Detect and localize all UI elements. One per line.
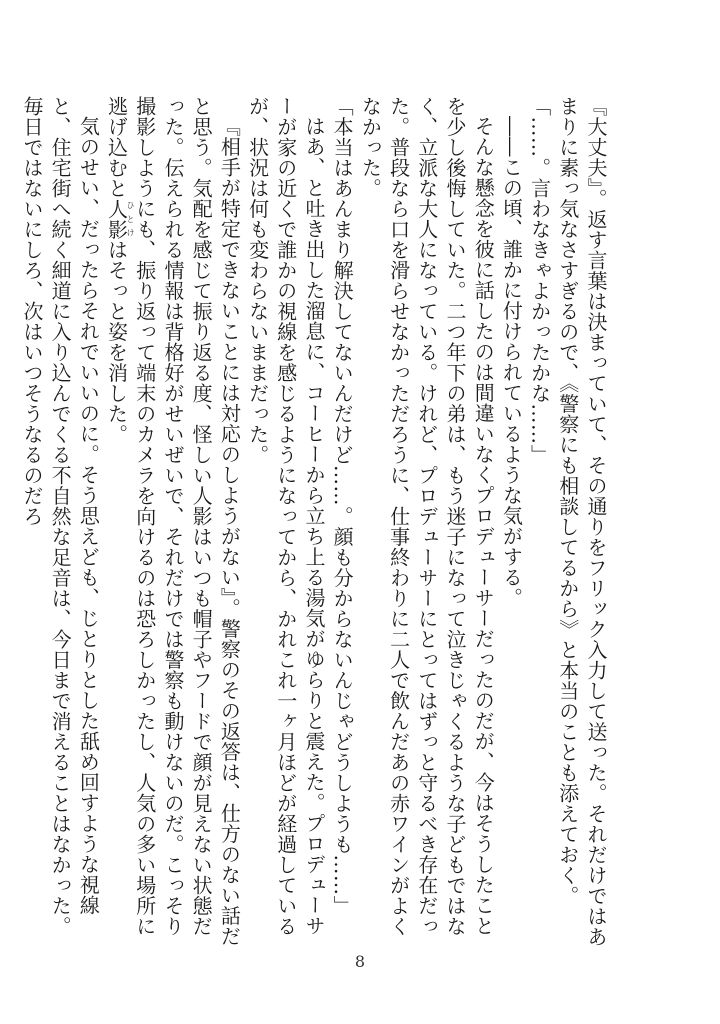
vertical-text-body <box>19 96 610 956</box>
ruby-base: 人影 <box>104 198 129 240</box>
paragraph-2: 「……。言わなきゃよかったかな……」 <box>527 96 552 465</box>
paragraph-6: はあ、と吐き出した溜息に、コーヒーから立ち上る湯気がゆらりと震えた。プロデューサーが家の近くで誰かの視線を感じるようになってから、かれこれ一ヶ月ほどが経過しているが、状況は何も変わらないままだった。 <box>245 96 326 937</box>
paragraph-1: 『大丈夫』。返す言葉は決まっていて、その通りをフリック入力して送った。それだけではあまりに素っ気なさすぎるので、《警察にも相談してるから》と本当のことも添えておく。 <box>555 96 608 947</box>
ruby-hitoke <box>104 198 136 240</box>
paragraph-5: 「本当はあんまり解決してないんだけど……。顔も分からないんじゃどうしようも……」 <box>330 96 355 916</box>
paragraph-8: 気のせい、だったらそれでいいのに。そう思えども、じとりとした舐め回すような視線と、住宅街へ続く細道に入り込んでくる不自然な足音は、今日まで消えることはなかった。毎日ではないにしろ、次はいつそうなるのだろ <box>19 96 101 937</box>
page-number: 8 <box>354 952 366 971</box>
paragraph-3: ――この頃、誰かに付けられているような気がする。 <box>499 116 524 608</box>
paragraph-7-text-before: 『相手が特定できないことには対応のしようがない』。警察のその返答は、仕方のない話だと思う。気配を感じて振り返る度、怪しい人影はいつも帽子やフードで顔が見えない状態だった。伝えられる情報は背格好がせいぜいで、それだけでは警察も動けないのだ。こっそり撮影しようにも、振り返って端末のカメラを向けるのは恐ろしかったし、人気の多い場所に逃げ込むと <box>104 96 242 947</box>
paragraph-7 <box>102 96 243 956</box>
paragraph-7-text-after: はそっと姿を消した。 <box>104 239 129 445</box>
paragraph-4: そんな懸念を彼に話したのは間違いなくプロデューサーだったのだが、今はそうしたことを少し後悔していた。二つ年下の弟は、もう迷子になって泣きじゃくるような子どもではなく、立派な大人になっている。けれど、プロデューサーにとってはずっと守るべき存在だった。普段なら口を滑らせなかっただろうに、仕事終わりに二人で飲んだあの赤ワインがよくなかった。 <box>358 96 496 937</box>
ruby-reading: ひとけ <box>126 198 136 240</box>
